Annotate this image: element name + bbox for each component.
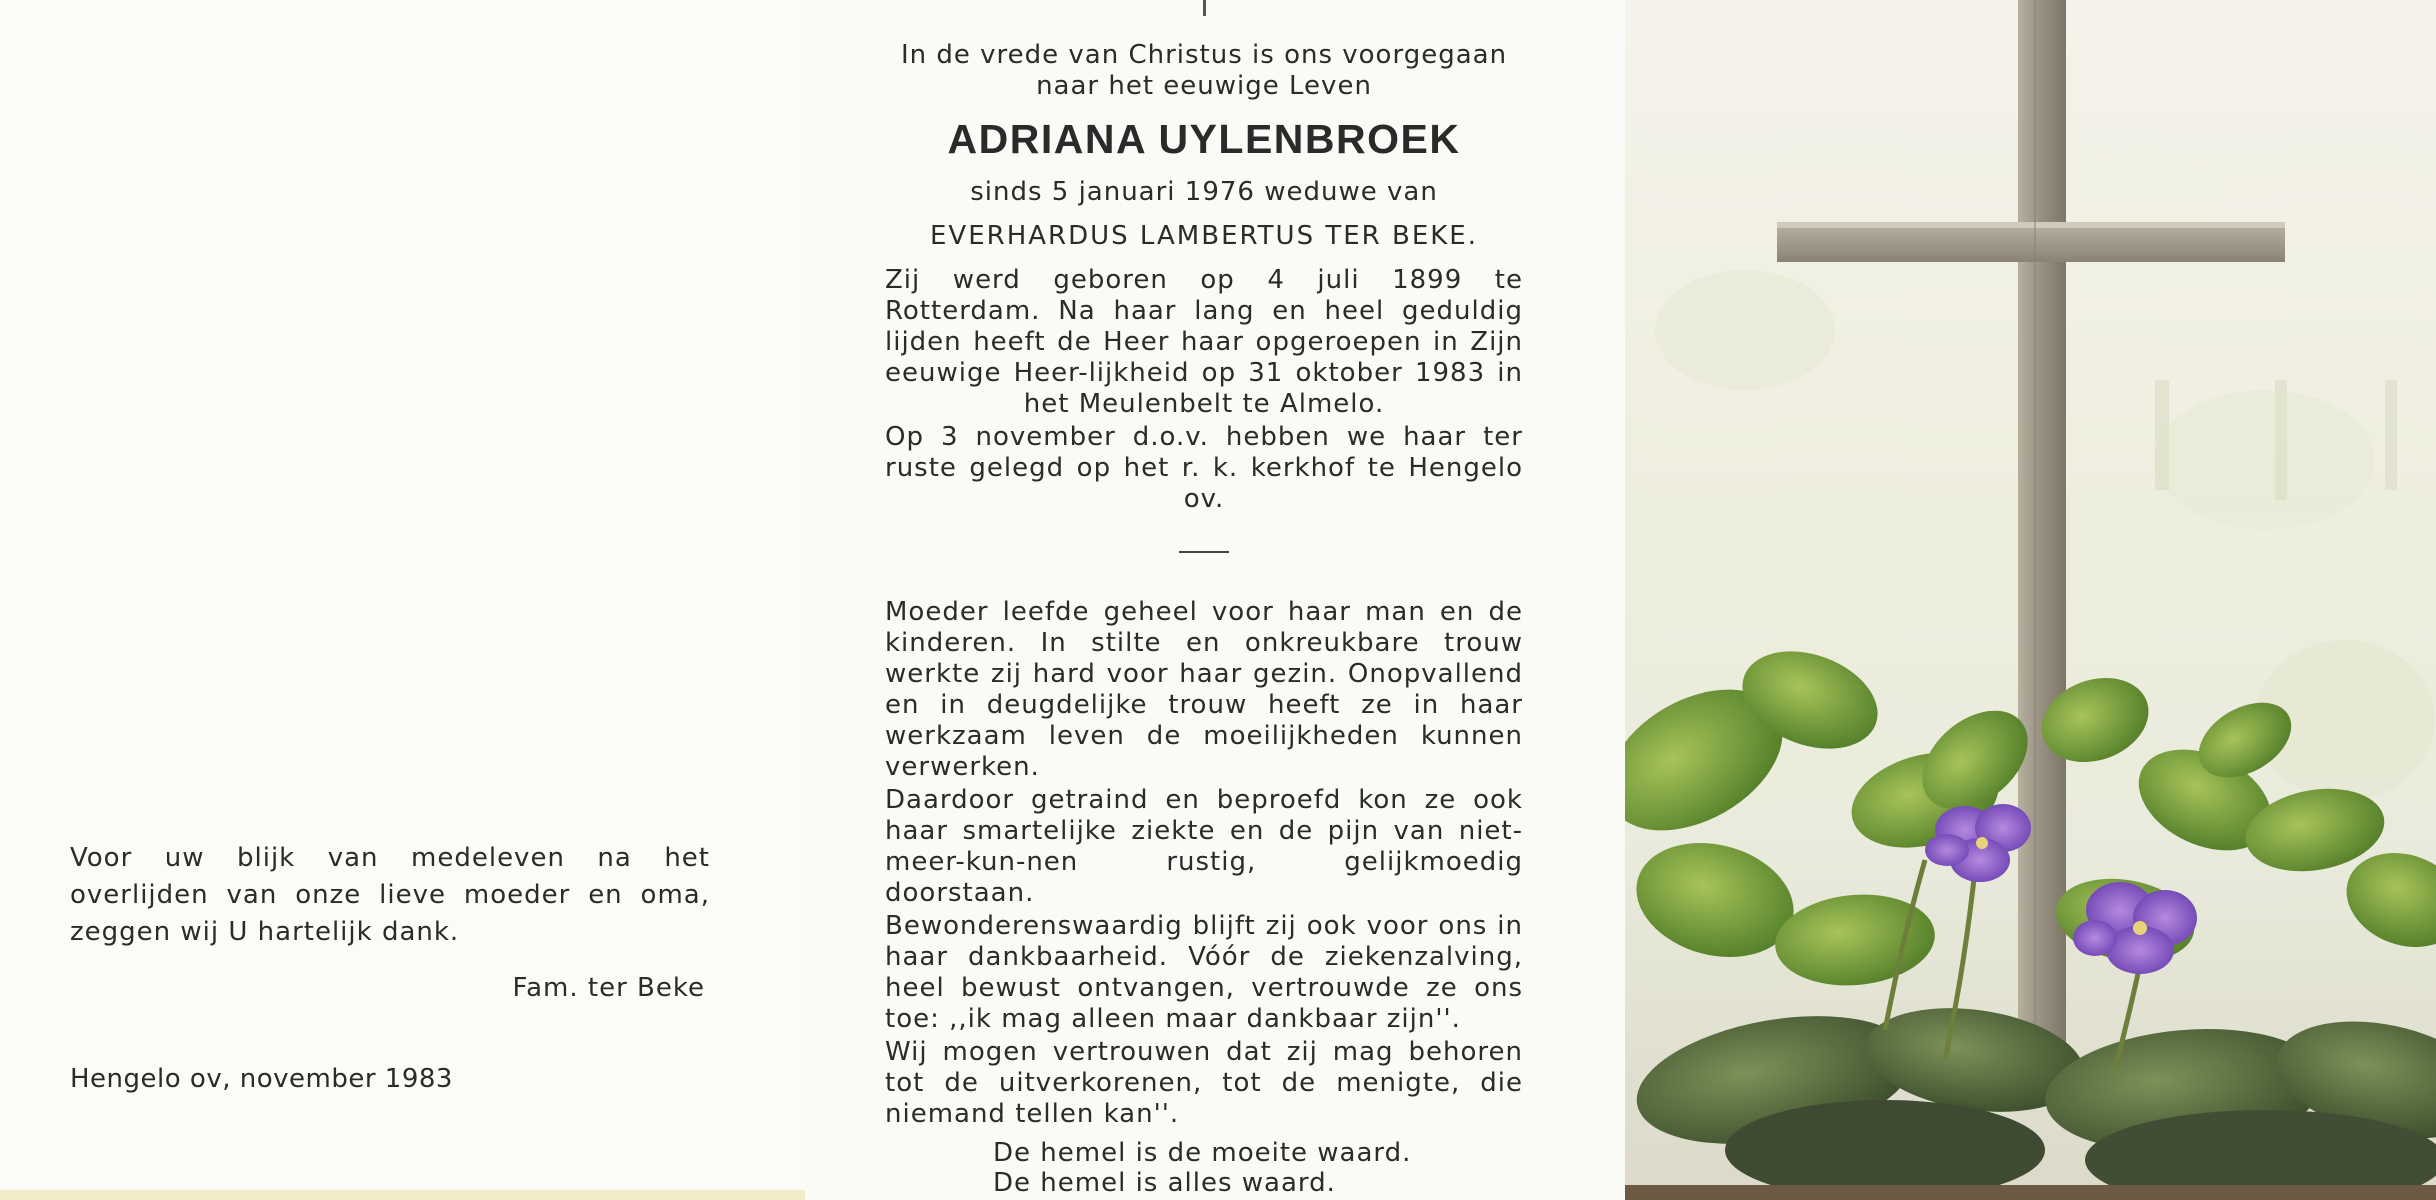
tribute-paragraph-2: Daardoor getraind en beproefd kon ze ook haar smartelijke ziekte en de pijn van niet-meer-kun-nen rustig, gelijkmoedig doorstaan. [885, 785, 1523, 908]
place-date: Hengelo ov, november 1983 [70, 1064, 453, 1094]
family-signature: Fam. ter Beke [512, 973, 705, 1003]
tribute-paragraph-1: Moeder leefde geheel voor haar man en de kinderen. In stilte en onkreukbare trouw werkte zij hard voor haar gezin. Onopvallend en in deugdelijke trouw heeft ze in haar werkzaam leven de moeilijkheden kunnen verwerken. [885, 597, 1523, 782]
tribute-paragraph-3: Bewonderenswaardig blijft zij ook voor ons in haar dankbaarheid. Vóór de ziekenzalving, heel bewust ontvangen, vertrouwde ze ons toe: ,,ik mag alleen maar dankbaar zijn''. [885, 911, 1523, 1034]
closing-poem [885, 1138, 1523, 1198]
photo-panel [1625, 0, 2436, 1200]
deceased-name: ADRIANA UYLENBROEK [947, 116, 1461, 162]
memorial-text [885, 40, 1523, 1198]
intro-line-2: naar het eeuwige Leven [1036, 71, 1372, 101]
burial-paragraph: Op 3 november d.o.v. hebben we haar ter ruste gelegd op het r. k. kerkhof te Hengelo ov. [885, 422, 1523, 514]
divider [1179, 551, 1229, 553]
cross-icon [1203, 0, 1206, 16]
violet-flower-2 [2073, 882, 2197, 974]
thanks-text: Voor uw blijk van medeleven na het overlijden van onze lieve moeder en oma, zeggen wij U hartelijk dank. [70, 843, 710, 947]
poem-line-2: De hemel is alles waard. [993, 1168, 1336, 1198]
pot-rim [1625, 1185, 2436, 1200]
cross-with-violets-photo [1625, 0, 2436, 1200]
intro-line-1: In de vrede van Christus is ons voorgegaan [900, 40, 1508, 70]
poem-line-1: De hemel is de moeite waard. [993, 1138, 1412, 1168]
birth-death-paragraph: Zij werd geboren op 4 juli 1899 te Rotterdam. Na haar lang en heel geduldig lijden heeft de Heer haar opgeroepen in Zijn eeuwige Heer-lijkheid op 31 oktober 1983 in het Meulenbelt te Almelo. [885, 265, 1523, 419]
intro [885, 40, 1523, 102]
widow-line: sinds 5 januari 1976 weduwe van [970, 177, 1438, 207]
tribute-paragraph-4: Wij mogen vertrouwen dat zij mag behoren tot de uitverkorenen, tot de menigte, die niemand tellen kan''. [885, 1037, 1523, 1129]
husband-name: EVERHARDUS LAMBERTUS TER BEKE. [930, 221, 1478, 251]
left-panel [0, 0, 805, 1200]
card-edge [0, 1190, 805, 1200]
